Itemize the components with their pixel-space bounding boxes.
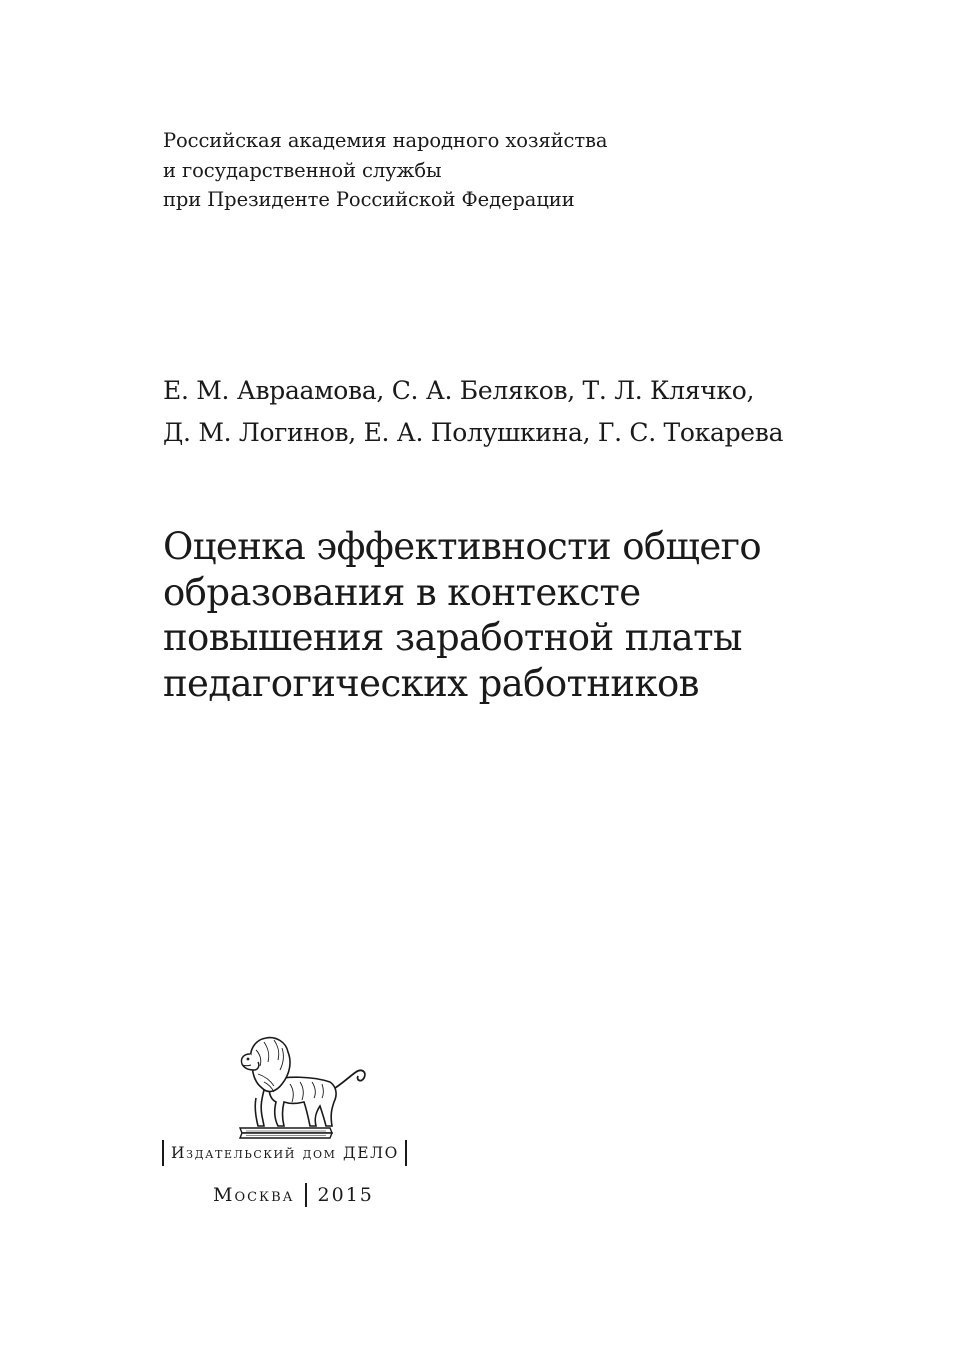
- publication-city: Москва: [213, 1184, 295, 1206]
- publisher-imprint: [162, 1140, 407, 1166]
- book-title-line: образования в контексте: [163, 570, 641, 614]
- institution-line: и государственной службы: [163, 158, 442, 182]
- book-title-line: педагогических работников: [163, 661, 699, 705]
- authors-line: Е. М. Авраамова, С. А. Беляков, Т. Л. Клячко,: [163, 376, 755, 405]
- institution-block: [163, 126, 783, 215]
- publication-year: 2015: [317, 1184, 374, 1206]
- lion-icon: [234, 1032, 374, 1142]
- institution-line: при Президенте Российской Федерации: [163, 188, 575, 211]
- authors-block: [163, 370, 883, 454]
- institution-line: Российская академия народного хозяйства: [163, 129, 608, 152]
- book-title-line: повышения заработной платы: [163, 616, 742, 659]
- publisher-name: Издательский дом ДЕЛО: [171, 1144, 399, 1162]
- book-title: [163, 524, 903, 706]
- city-year-separator: [305, 1183, 307, 1207]
- book-title-line: Оценка эффективности общего: [163, 525, 762, 568]
- authors-line: Д. М. Логинов, Е. А. Полушкина, Г. С. Токарева: [163, 418, 784, 447]
- city-year: [213, 1183, 374, 1207]
- imprint-right-bar: [405, 1140, 407, 1166]
- publisher-block: [150, 1028, 450, 1228]
